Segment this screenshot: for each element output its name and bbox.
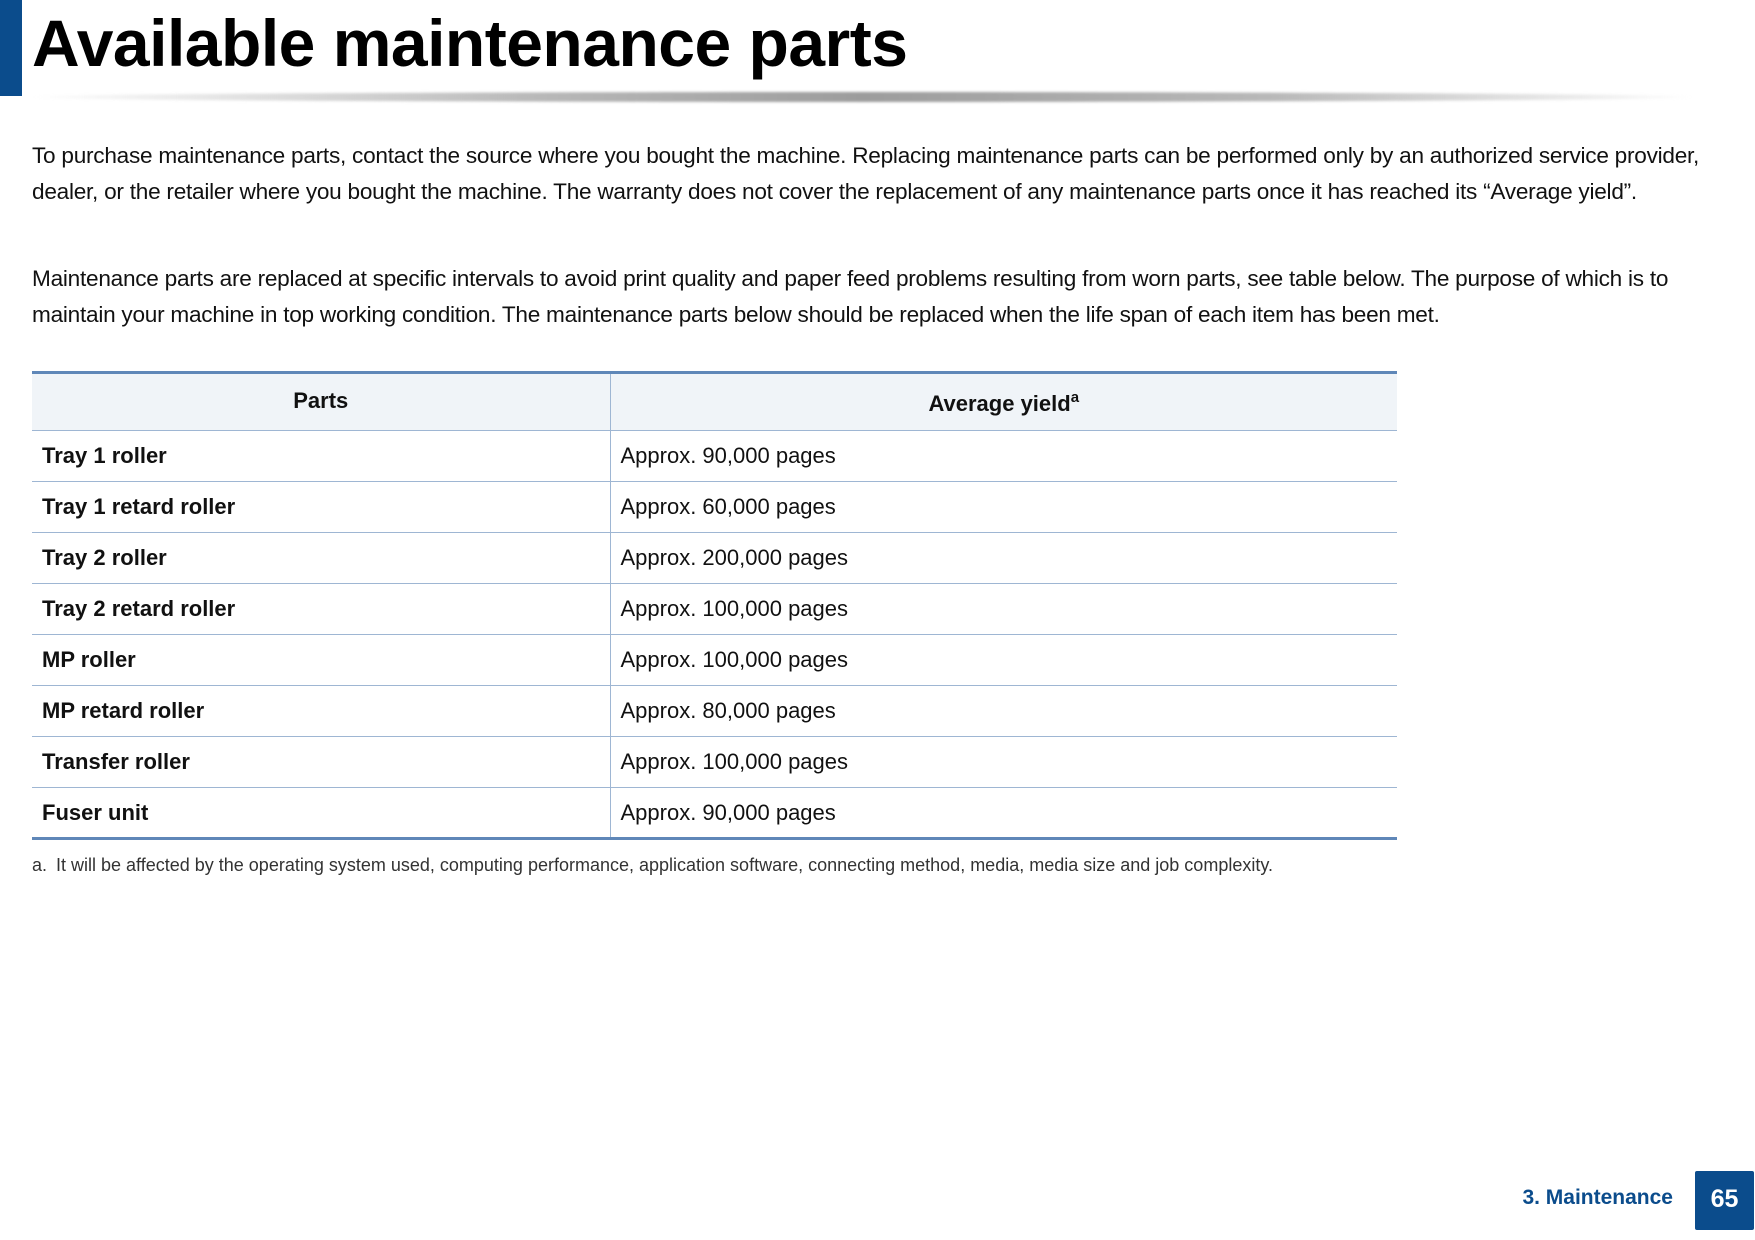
average-yield-column-header bbox=[610, 373, 1397, 431]
table-row bbox=[32, 431, 1397, 482]
average-yield-cell: Approx. 100,000 pages bbox=[610, 737, 1397, 788]
part-name-cell: Tray 2 roller bbox=[32, 533, 610, 584]
part-name-cell: Tray 2 retard roller bbox=[32, 584, 610, 635]
table-row bbox=[32, 635, 1397, 686]
page-number-badge: 65 bbox=[1695, 1171, 1754, 1230]
table-row bbox=[32, 788, 1397, 839]
average-yield-cell: Approx. 80,000 pages bbox=[610, 686, 1397, 737]
part-name-cell: MP roller bbox=[32, 635, 610, 686]
table-footnote bbox=[32, 853, 1273, 877]
interval-paragraph: Maintenance parts are replaced at specific intervals to avoid print quality and paper feed problems resulting from worn parts, see table below. The purpose of which is to maintain your machine in top working condition. The maintenance parts below should be replaced when the life span of each item has been met. bbox=[32, 266, 1669, 327]
part-name-cell: Transfer roller bbox=[32, 737, 610, 788]
table-row bbox=[32, 533, 1397, 584]
average-yield-cell: Approx. 100,000 pages bbox=[610, 584, 1397, 635]
footer-section-label: 3. Maintenance bbox=[1522, 1186, 1673, 1209]
average-yield-cell: Approx. 100,000 pages bbox=[610, 635, 1397, 686]
average-yield-cell: Approx. 60,000 pages bbox=[610, 482, 1397, 533]
table-row bbox=[32, 584, 1397, 635]
footnote-reference: a bbox=[1070, 389, 1080, 406]
table-row bbox=[32, 686, 1397, 737]
part-name-cell: MP retard roller bbox=[32, 686, 610, 737]
average-yield-cell: Approx. 200,000 pages bbox=[610, 533, 1397, 584]
intro-paragraph: To purchase maintenance parts, contact the source where you bought the machine. Replacing maintenance parts can be performed only by an authorized service provider, dealer, or the retailer where you bought the machine. The warranty does not cover the replacement of any maintenance parts once it has reached its “Average yield”. bbox=[32, 143, 1700, 204]
average-yield-cell: Approx. 90,000 pages bbox=[610, 431, 1397, 482]
part-name-cell: Tray 1 retard roller bbox=[32, 482, 610, 533]
table-row bbox=[32, 482, 1397, 533]
title-divider bbox=[30, 92, 1695, 102]
title-accent-bar bbox=[0, 0, 22, 96]
table-header-row bbox=[32, 373, 1397, 431]
footnote-mark: a. bbox=[32, 855, 48, 875]
table-row bbox=[32, 737, 1397, 788]
parts-column-header: Parts bbox=[32, 373, 610, 431]
average-yield-cell: Approx. 90,000 pages bbox=[610, 788, 1397, 839]
part-name-cell: Fuser unit bbox=[32, 788, 610, 839]
page-title: Available maintenance parts bbox=[32, 6, 908, 80]
part-name-cell: Tray 1 roller bbox=[32, 431, 610, 482]
average-yield-header-label: Average yield bbox=[928, 391, 1071, 416]
footnote-text: It will be affected by the operating system used, computing performance, application software, connecting method, media, media size and job complexity. bbox=[56, 855, 1274, 875]
maintenance-parts-table bbox=[32, 371, 1397, 840]
